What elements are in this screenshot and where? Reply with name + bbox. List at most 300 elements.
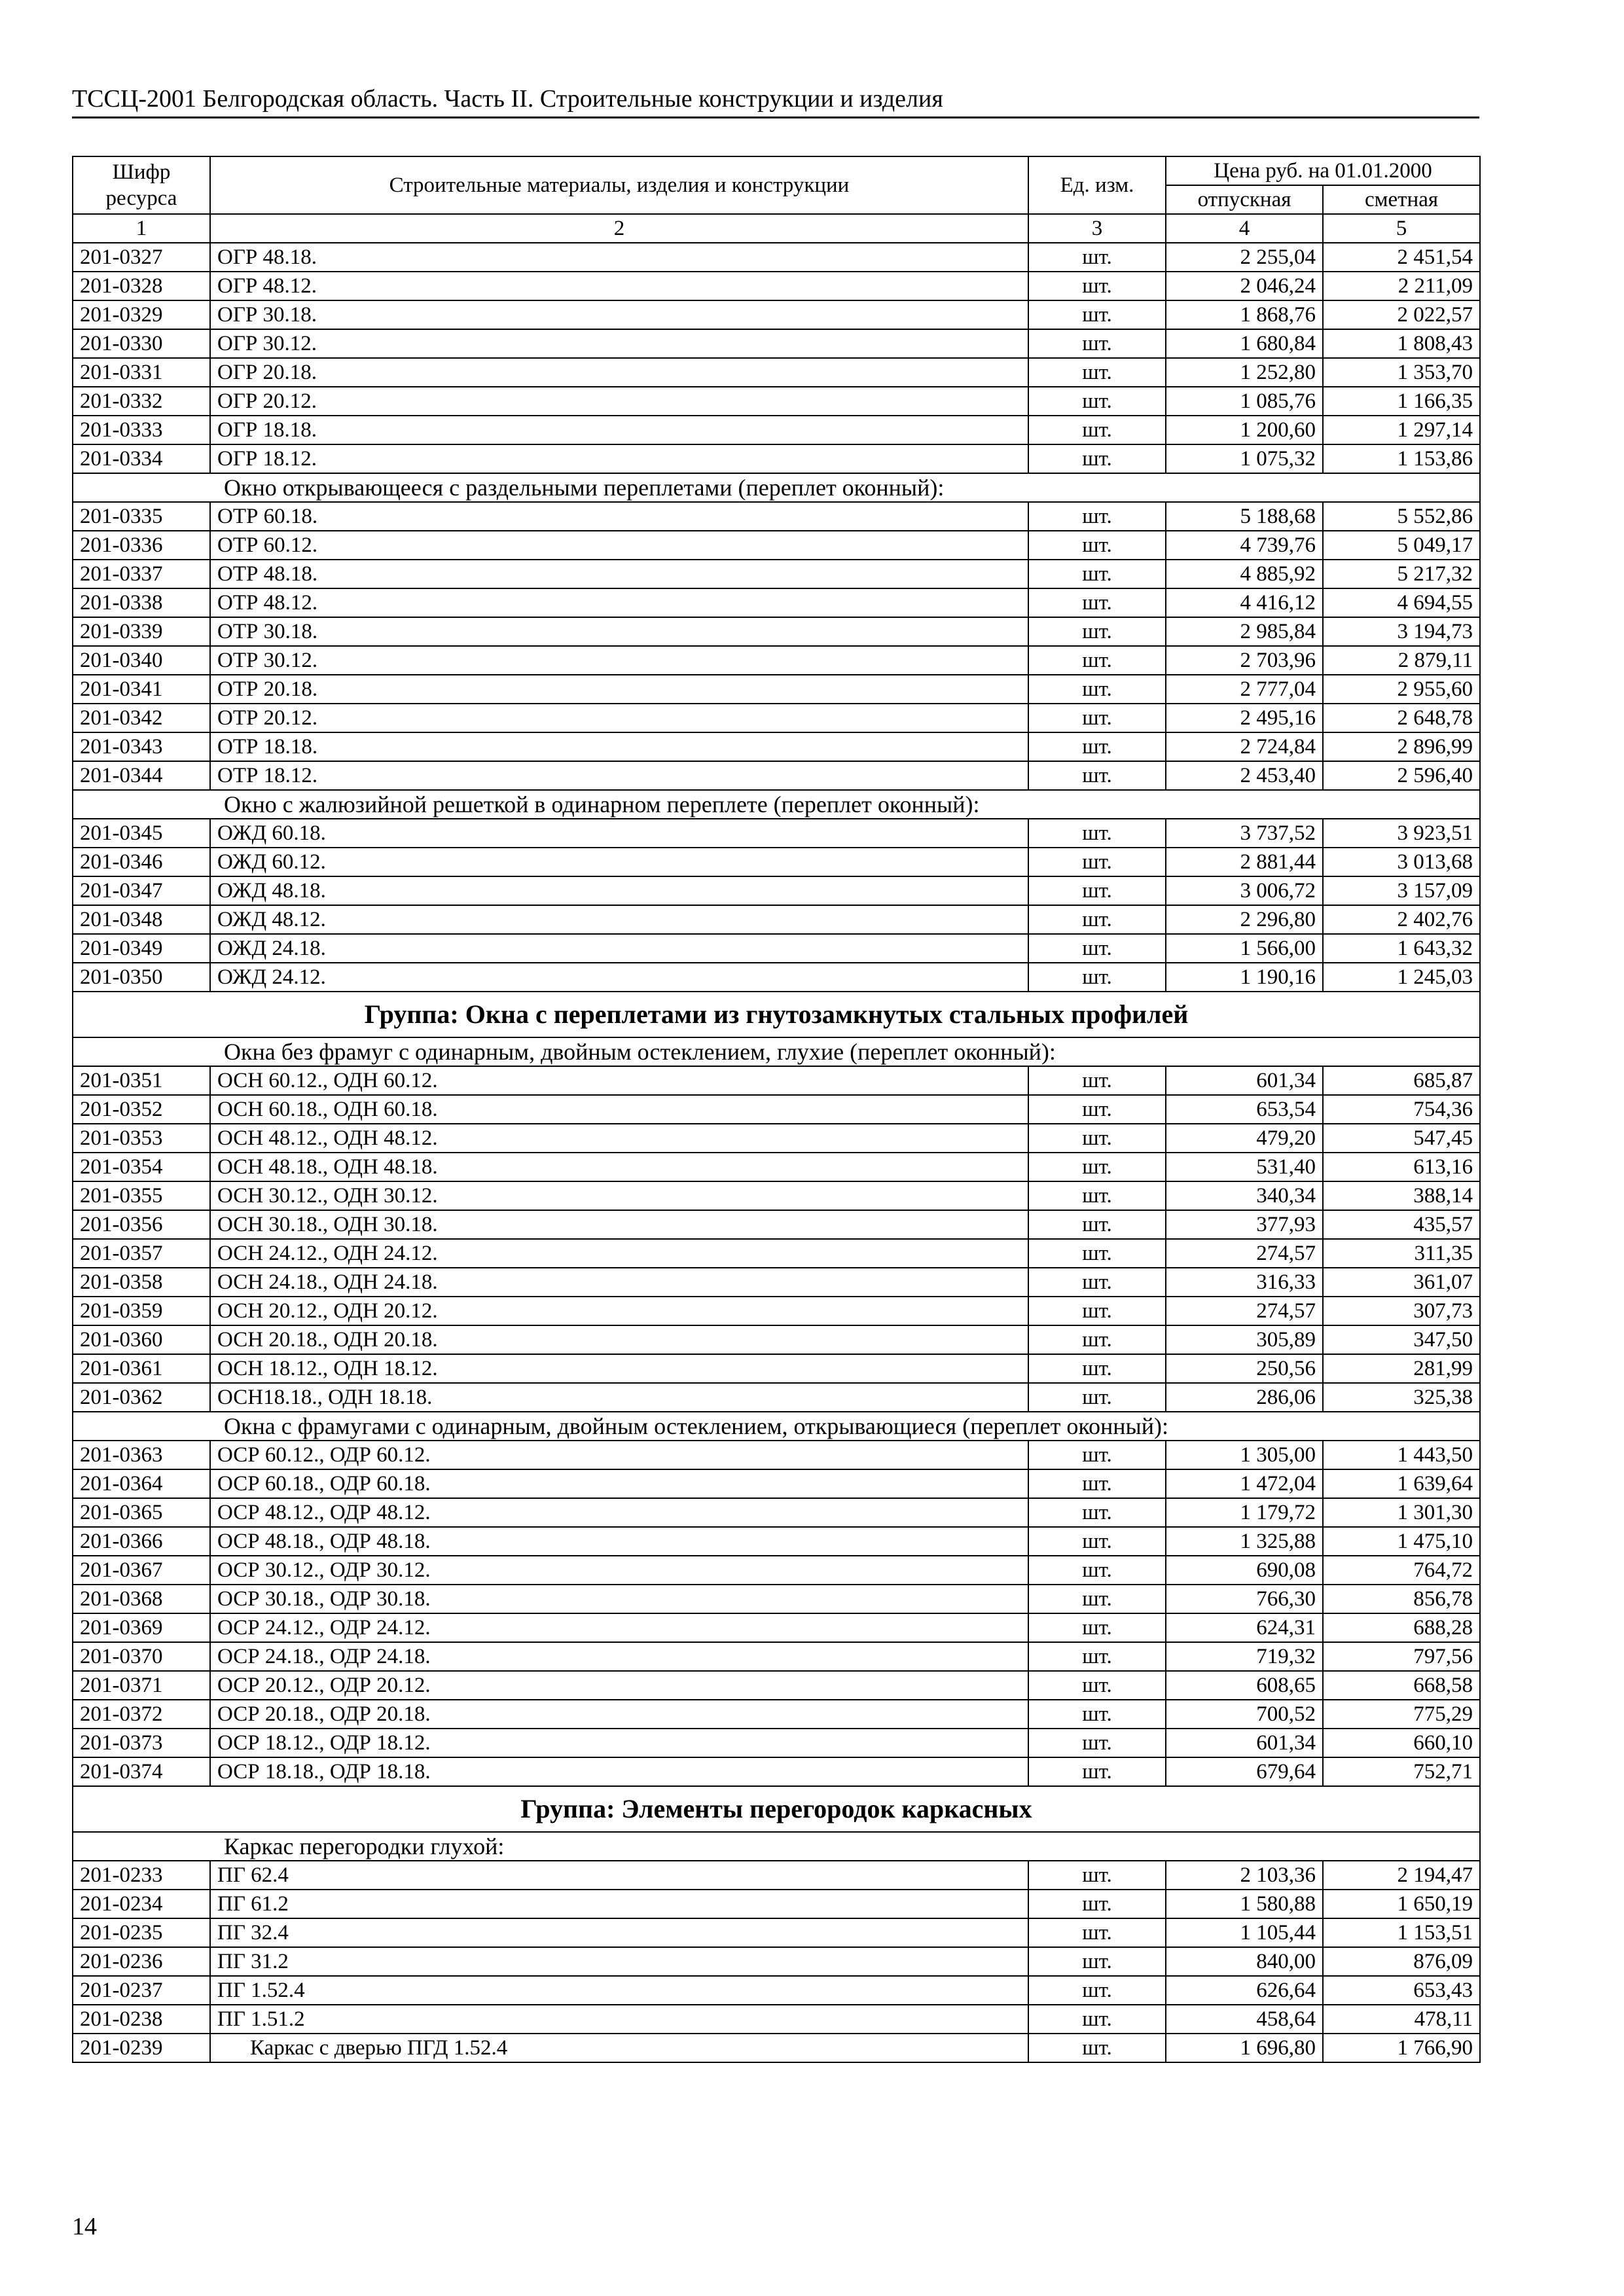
item-name: ОСН 48.12., ОДН 48.12. <box>210 1124 1028 1153</box>
item-name: ОТР 20.18. <box>210 675 1028 704</box>
estimate-price: 4 694,55 <box>1323 588 1480 617</box>
subheading: Окно открывающееся с раздельными переплетами (переплет оконный): <box>73 473 1480 502</box>
estimate-price: 1 475,10 <box>1323 1527 1480 1556</box>
estimate-price: 435,57 <box>1323 1210 1480 1239</box>
unit-cell: шт. <box>1028 416 1166 444</box>
estimate-price: 1 766,90 <box>1323 2034 1480 2062</box>
resource-code: 201-0345 <box>73 819 210 848</box>
release-price: 1 868,76 <box>1166 300 1323 329</box>
estimate-price: 754,36 <box>1323 1095 1480 1124</box>
unit-cell: шт. <box>1028 1498 1166 1527</box>
item-name: ОЖД 60.18. <box>210 819 1028 848</box>
item-name: ОСР 60.18., ОДР 60.18. <box>210 1469 1028 1498</box>
release-price: 3 006,72 <box>1166 876 1323 905</box>
resource-code: 201-0360 <box>73 1325 210 1354</box>
release-price: 305,89 <box>1166 1325 1323 1354</box>
unit-cell: шт. <box>1028 1124 1166 1153</box>
item-name: ПГ 1.52.4 <box>210 1976 1028 2005</box>
release-price: 1 325,88 <box>1166 1527 1323 1556</box>
col-header-code: Шифр ресурса <box>73 156 210 214</box>
item-name: ОСН 60.12., ОДН 60.12. <box>210 1066 1028 1095</box>
estimate-price: 685,87 <box>1323 1066 1480 1095</box>
estimate-price: 1 153,51 <box>1323 1918 1480 1947</box>
item-name: ОСН 24.18., ОДН 24.18. <box>210 1268 1028 1297</box>
release-price: 1 179,72 <box>1166 1498 1323 1527</box>
unit-cell: шт. <box>1028 1757 1166 1786</box>
resource-code: 201-0374 <box>73 1757 210 1786</box>
resource-code: 201-0350 <box>73 963 210 992</box>
item-name: ОСН 48.18., ОДН 48.18. <box>210 1153 1028 1181</box>
resource-code: 201-0343 <box>73 732 210 761</box>
table-row <box>73 1613 1480 1642</box>
unit-cell: шт. <box>1028 1613 1166 1642</box>
resource-code: 201-0341 <box>73 675 210 704</box>
estimate-price: 325,38 <box>1323 1383 1480 1412</box>
release-price: 274,57 <box>1166 1297 1323 1325</box>
release-price: 2 703,96 <box>1166 646 1323 675</box>
item-name: ОСН 30.12., ОДН 30.12. <box>210 1181 1028 1210</box>
estimate-price: 653,43 <box>1323 1976 1480 2005</box>
release-price: 274,57 <box>1166 1239 1323 1268</box>
resource-code: 201-0336 <box>73 531 210 560</box>
table-row <box>73 1441 1480 1469</box>
table-row <box>73 1268 1480 1297</box>
unit-cell: шт. <box>1028 1947 1166 1976</box>
estimate-price: 1 808,43 <box>1323 329 1480 358</box>
unit-cell: шт. <box>1028 444 1166 473</box>
table-row <box>73 1124 1480 1153</box>
estimate-price: 1 153,86 <box>1323 444 1480 473</box>
item-name: ОГР 48.18. <box>210 243 1028 272</box>
table-row <box>73 1861 1480 1890</box>
table-row <box>73 934 1480 963</box>
release-price: 1 200,60 <box>1166 416 1323 444</box>
table-row <box>73 588 1480 617</box>
table-row <box>73 1153 1480 1181</box>
resource-code: 201-0354 <box>73 1153 210 1181</box>
estimate-price: 1 650,19 <box>1323 1890 1480 1918</box>
resource-code: 201-0371 <box>73 1671 210 1700</box>
col-header-unit: Ед. изм. <box>1028 156 1166 214</box>
column-number: 3 <box>1028 214 1166 243</box>
unit-cell: шт. <box>1028 1890 1166 1918</box>
estimate-price: 3 157,09 <box>1323 876 1480 905</box>
table-row <box>73 1527 1480 1556</box>
item-name: ОТР 30.12. <box>210 646 1028 675</box>
table-row <box>73 876 1480 905</box>
table-row <box>73 1095 1480 1124</box>
unit-cell: шт. <box>1028 502 1166 531</box>
estimate-price: 3 923,51 <box>1323 819 1480 848</box>
estimate-price: 2 194,47 <box>1323 1861 1480 1890</box>
estimate-price: 1 166,35 <box>1323 387 1480 416</box>
table-row <box>73 416 1480 444</box>
resource-code: 201-0235 <box>73 1918 210 1947</box>
release-price: 2 881,44 <box>1166 848 1323 876</box>
estimate-price: 307,73 <box>1323 1297 1480 1325</box>
release-price: 2 103,36 <box>1166 1861 1323 1890</box>
resource-code: 201-0340 <box>73 646 210 675</box>
unit-cell: шт. <box>1028 819 1166 848</box>
subheading: Окна без фрамуг с одинарным, двойным остеклением, глухие (переплет оконный): <box>73 1037 1480 1066</box>
resource-code: 201-0372 <box>73 1700 210 1729</box>
release-price: 4 885,92 <box>1166 560 1323 588</box>
col-header-price: Цена руб. на 01.01.2000 <box>1166 156 1480 185</box>
estimate-price: 478,11 <box>1323 2005 1480 2034</box>
unit-cell: шт. <box>1028 905 1166 934</box>
release-price: 2 255,04 <box>1166 243 1323 272</box>
resource-code: 201-0349 <box>73 934 210 963</box>
release-price: 1 680,84 <box>1166 329 1323 358</box>
estimate-price: 2 955,60 <box>1323 675 1480 704</box>
estimate-price: 1 301,30 <box>1323 1498 1480 1527</box>
resource-code: 201-0329 <box>73 300 210 329</box>
unit-cell: шт. <box>1028 358 1166 387</box>
resource-code: 201-0346 <box>73 848 210 876</box>
estimate-price: 876,09 <box>1323 1947 1480 1976</box>
release-price: 626,64 <box>1166 1976 1323 2005</box>
table-row <box>73 272 1480 300</box>
unit-cell: шт. <box>1028 1181 1166 1210</box>
unit-cell: шт. <box>1028 704 1166 732</box>
item-name: ОСН 24.12., ОДН 24.12. <box>210 1239 1028 1268</box>
estimate-price: 2 402,76 <box>1323 905 1480 934</box>
unit-cell: шт. <box>1028 560 1166 588</box>
item-name: ОСР 18.12., ОДР 18.12. <box>210 1729 1028 1757</box>
item-name: ОСР 20.18., ОДР 20.18. <box>210 1700 1028 1729</box>
release-price: 624,31 <box>1166 1613 1323 1642</box>
release-price: 1 105,44 <box>1166 1918 1323 1947</box>
table-row <box>73 1890 1480 1918</box>
unit-cell: шт. <box>1028 1066 1166 1095</box>
table-row <box>73 848 1480 876</box>
item-name: ПГ 62.4 <box>210 1861 1028 1890</box>
table-row <box>73 1469 1480 1498</box>
estimate-price: 688,28 <box>1323 1613 1480 1642</box>
table-row <box>73 1239 1480 1268</box>
col-header-release: отпускная <box>1166 185 1323 214</box>
estimate-price: 764,72 <box>1323 1556 1480 1585</box>
item-name: ПГ 31.2 <box>210 1947 1028 1976</box>
unit-cell: шт. <box>1028 2034 1166 2062</box>
resource-code: 201-0328 <box>73 272 210 300</box>
estimate-price: 668,58 <box>1323 1671 1480 1700</box>
release-price: 531,40 <box>1166 1153 1323 1181</box>
unit-cell: шт. <box>1028 675 1166 704</box>
unit-cell: шт. <box>1028 934 1166 963</box>
unit-cell: шт. <box>1028 1153 1166 1181</box>
item-name: ОСН 30.18., ОДН 30.18. <box>210 1210 1028 1239</box>
item-name: ОСР 48.12., ОДР 48.12. <box>210 1498 1028 1527</box>
item-name: ОГР 30.18. <box>210 300 1028 329</box>
unit-cell: шт. <box>1028 1976 1166 2005</box>
unit-cell: шт. <box>1028 1325 1166 1354</box>
unit-cell: шт. <box>1028 1861 1166 1890</box>
item-name: ОСН 20.18., ОДН 20.18. <box>210 1325 1028 1354</box>
table-row <box>73 1354 1480 1383</box>
resource-code: 201-0364 <box>73 1469 210 1498</box>
resource-code: 201-0359 <box>73 1297 210 1325</box>
resource-code: 201-0330 <box>73 329 210 358</box>
resource-code: 201-0373 <box>73 1729 210 1757</box>
release-price: 2 985,84 <box>1166 617 1323 646</box>
estimate-price: 2 211,09 <box>1323 272 1480 300</box>
estimate-price: 613,16 <box>1323 1153 1480 1181</box>
table-row <box>73 358 1480 387</box>
release-price: 653,54 <box>1166 1095 1323 1124</box>
estimate-price: 1 443,50 <box>1323 1441 1480 1469</box>
table-row <box>73 1325 1480 1354</box>
unit-cell: шт. <box>1028 1469 1166 1498</box>
item-name: ОСР 48.18., ОДР 48.18. <box>210 1527 1028 1556</box>
estimate-price: 1 245,03 <box>1323 963 1480 992</box>
resource-code: 201-0239 <box>73 2034 210 2062</box>
table-row <box>73 1585 1480 1613</box>
estimate-price: 361,07 <box>1323 1268 1480 1297</box>
unit-cell: шт. <box>1028 1700 1166 1729</box>
release-price: 2 777,04 <box>1166 675 1323 704</box>
estimate-price: 3 194,73 <box>1323 617 1480 646</box>
table-row <box>73 1642 1480 1671</box>
estimate-price: 281,99 <box>1323 1354 1480 1383</box>
item-name: ОГР 20.18. <box>210 358 1028 387</box>
table-row <box>73 243 1480 272</box>
release-price: 1 566,00 <box>1166 934 1323 963</box>
resource-code: 201-0234 <box>73 1890 210 1918</box>
table-row <box>73 1556 1480 1585</box>
resource-code: 201-0370 <box>73 1642 210 1671</box>
release-price: 3 737,52 <box>1166 819 1323 848</box>
item-name: ОЖД 48.12. <box>210 905 1028 934</box>
release-price: 2 495,16 <box>1166 704 1323 732</box>
table-body <box>73 243 1480 2062</box>
table-row <box>73 531 1480 560</box>
estimate-price: 797,56 <box>1323 1642 1480 1671</box>
table-row <box>73 2005 1480 2034</box>
resource-code: 201-0334 <box>73 444 210 473</box>
subheading: Окна с фрамугами с одинарным, двойным остеклением, открывающиеся (переплет оконный): <box>73 1412 1480 1441</box>
item-name: ОТР 20.12. <box>210 704 1028 732</box>
unit-cell: шт. <box>1028 1441 1166 1469</box>
unit-cell: шт. <box>1028 300 1166 329</box>
item-name: ОГР 18.18. <box>210 416 1028 444</box>
col-header-estimate: сметная <box>1323 185 1480 214</box>
subheading-row <box>73 1832 1480 1861</box>
item-name: ОСР 24.12., ОДР 24.12. <box>210 1613 1028 1642</box>
unit-cell: шт. <box>1028 272 1166 300</box>
estimate-price: 2 896,99 <box>1323 732 1480 761</box>
resource-code: 201-0236 <box>73 1947 210 1976</box>
table-row <box>73 560 1480 588</box>
resource-code: 201-0367 <box>73 1556 210 1585</box>
resource-code: 201-0339 <box>73 617 210 646</box>
table-row <box>73 387 1480 416</box>
release-price: 690,08 <box>1166 1556 1323 1585</box>
resource-code: 201-0353 <box>73 1124 210 1153</box>
item-name: Каркас с дверью ПГД 1.52.4 <box>210 2034 1028 2062</box>
resource-code: 201-0348 <box>73 905 210 934</box>
release-price: 340,34 <box>1166 1181 1323 1210</box>
unit-cell: шт. <box>1028 1354 1166 1383</box>
unit-cell: шт. <box>1028 1095 1166 1124</box>
unit-cell: шт. <box>1028 588 1166 617</box>
resource-code: 201-0335 <box>73 502 210 531</box>
release-price: 608,65 <box>1166 1671 1323 1700</box>
estimate-price: 1 353,70 <box>1323 358 1480 387</box>
release-price: 458,64 <box>1166 2005 1323 2034</box>
release-price: 4 416,12 <box>1166 588 1323 617</box>
item-name: ОТР 60.18. <box>210 502 1028 531</box>
estimate-price: 311,35 <box>1323 1239 1480 1268</box>
unit-cell: шт. <box>1028 1268 1166 1297</box>
table-row <box>73 617 1480 646</box>
release-price: 840,00 <box>1166 1947 1323 1976</box>
table-row <box>73 1383 1480 1412</box>
release-price: 1 190,16 <box>1166 963 1323 992</box>
col-header-name: Строительные материалы, изделия и конструкции <box>210 156 1028 214</box>
resource-code: 201-0351 <box>73 1066 210 1095</box>
price-table <box>72 156 1481 2063</box>
release-price: 2 296,80 <box>1166 905 1323 934</box>
estimate-price: 856,78 <box>1323 1585 1480 1613</box>
item-name: ОГР 48.12. <box>210 272 1028 300</box>
group-heading-row <box>73 1786 1480 1832</box>
estimate-price: 2 879,11 <box>1323 646 1480 675</box>
page-header: ТССЦ-2001 Белгородская область. Часть II. Строительные конструкции и изделия <box>72 84 1479 118</box>
unit-cell: шт. <box>1028 1729 1166 1757</box>
table-row <box>73 1210 1480 1239</box>
subheading: Окно с жалюзийной решеткой в одинарном переплете (переплет оконный): <box>73 790 1480 819</box>
table-row <box>73 1066 1480 1095</box>
resource-code: 201-0337 <box>73 560 210 588</box>
table-row <box>73 444 1480 473</box>
table-row <box>73 1498 1480 1527</box>
item-name: ОТР 18.12. <box>210 761 1028 790</box>
table-row <box>73 1947 1480 1976</box>
table-row <box>73 300 1480 329</box>
item-name: ОСР 30.18., ОДР 30.18. <box>210 1585 1028 1613</box>
group-heading: Группа: Окна с переплетами из гнутозамкнутых стальных профилей <box>73 992 1480 1037</box>
estimate-price: 1 297,14 <box>1323 416 1480 444</box>
item-name: ОЖД 24.18. <box>210 934 1028 963</box>
item-name: ОСН 60.18., ОДН 60.18. <box>210 1095 1028 1124</box>
resource-code: 201-0366 <box>73 1527 210 1556</box>
item-name: ОТР 60.12. <box>210 531 1028 560</box>
unit-cell: шт. <box>1028 1918 1166 1947</box>
unit-cell: шт. <box>1028 732 1166 761</box>
page-number: 14 <box>72 2213 97 2240</box>
release-price: 1 696,80 <box>1166 2034 1323 2062</box>
item-name: ОЖД 60.12. <box>210 848 1028 876</box>
unit-cell: шт. <box>1028 1556 1166 1585</box>
subheading-row <box>73 1037 1480 1066</box>
item-name: ОСН18.18., ОДН 18.18. <box>210 1383 1028 1412</box>
item-name: ОСР 24.18., ОДР 24.18. <box>210 1642 1028 1671</box>
table-row <box>73 2034 1480 2062</box>
group-heading: Группа: Элементы перегородок каркасных <box>73 1786 1480 1832</box>
release-price: 1 252,80 <box>1166 358 1323 387</box>
estimate-price: 347,50 <box>1323 1325 1480 1354</box>
resource-code: 201-0233 <box>73 1861 210 1890</box>
item-name: ОЖД 48.18. <box>210 876 1028 905</box>
subheading-row <box>73 473 1480 502</box>
estimate-price: 1 643,32 <box>1323 934 1480 963</box>
unit-cell: шт. <box>1028 646 1166 675</box>
unit-cell: шт. <box>1028 876 1166 905</box>
release-price: 1 305,00 <box>1166 1441 1323 1469</box>
unit-cell: шт. <box>1028 329 1166 358</box>
item-name: ОСН 18.12., ОДН 18.12. <box>210 1354 1028 1383</box>
unit-cell: шт. <box>1028 1297 1166 1325</box>
table-row <box>73 329 1480 358</box>
estimate-price: 2 022,57 <box>1323 300 1480 329</box>
release-price: 286,06 <box>1166 1383 1323 1412</box>
unit-cell: шт. <box>1028 848 1166 876</box>
unit-cell: шт. <box>1028 617 1166 646</box>
item-name: ОСР 30.12., ОДР 30.12. <box>210 1556 1028 1585</box>
estimate-price: 388,14 <box>1323 1181 1480 1210</box>
resource-code: 201-0361 <box>73 1354 210 1383</box>
table-row <box>73 675 1480 704</box>
release-price: 601,34 <box>1166 1729 1323 1757</box>
resource-code: 201-0331 <box>73 358 210 387</box>
table-row <box>73 704 1480 732</box>
resource-code: 201-0358 <box>73 1268 210 1297</box>
unit-cell: шт. <box>1028 1210 1166 1239</box>
item-name: ОТР 18.18. <box>210 732 1028 761</box>
unit-cell: шт. <box>1028 531 1166 560</box>
resource-code: 201-0344 <box>73 761 210 790</box>
column-number: 1 <box>73 214 210 243</box>
release-price: 719,32 <box>1166 1642 1323 1671</box>
resource-code: 201-0342 <box>73 704 210 732</box>
table-row <box>73 1671 1480 1700</box>
release-price: 601,34 <box>1166 1066 1323 1095</box>
unit-cell: шт. <box>1028 1585 1166 1613</box>
release-price: 700,52 <box>1166 1700 1323 1729</box>
table-row <box>73 1297 1480 1325</box>
item-name: ПГ 32.4 <box>210 1918 1028 1947</box>
release-price: 377,93 <box>1166 1210 1323 1239</box>
item-name: ОСН 20.12., ОДН 20.12. <box>210 1297 1028 1325</box>
estimate-price: 3 013,68 <box>1323 848 1480 876</box>
item-name: ОГР 20.12. <box>210 387 1028 416</box>
release-price: 1 075,32 <box>1166 444 1323 473</box>
release-price: 250,56 <box>1166 1354 1323 1383</box>
item-name: ОСР 18.18., ОДР 18.18. <box>210 1757 1028 1786</box>
release-price: 1 472,04 <box>1166 1469 1323 1498</box>
table-row <box>73 1757 1480 1786</box>
item-name: ОЖД 24.12. <box>210 963 1028 992</box>
resource-code: 201-0338 <box>73 588 210 617</box>
resource-code: 201-0327 <box>73 243 210 272</box>
resource-code: 201-0365 <box>73 1498 210 1527</box>
estimate-price: 2 648,78 <box>1323 704 1480 732</box>
group-heading-row <box>73 992 1480 1037</box>
resource-code: 201-0237 <box>73 1976 210 2005</box>
item-name: ОСР 60.12., ОДР 60.12. <box>210 1441 1028 1469</box>
estimate-price: 752,71 <box>1323 1757 1480 1786</box>
resource-code: 201-0363 <box>73 1441 210 1469</box>
release-price: 679,64 <box>1166 1757 1323 1786</box>
unit-cell: шт. <box>1028 243 1166 272</box>
release-price: 5 188,68 <box>1166 502 1323 531</box>
unit-cell: шт. <box>1028 1239 1166 1268</box>
table-row <box>73 1976 1480 2005</box>
resource-code: 201-0369 <box>73 1613 210 1642</box>
item-name: ПГ 1.51.2 <box>210 2005 1028 2034</box>
table-row <box>73 1729 1480 1757</box>
